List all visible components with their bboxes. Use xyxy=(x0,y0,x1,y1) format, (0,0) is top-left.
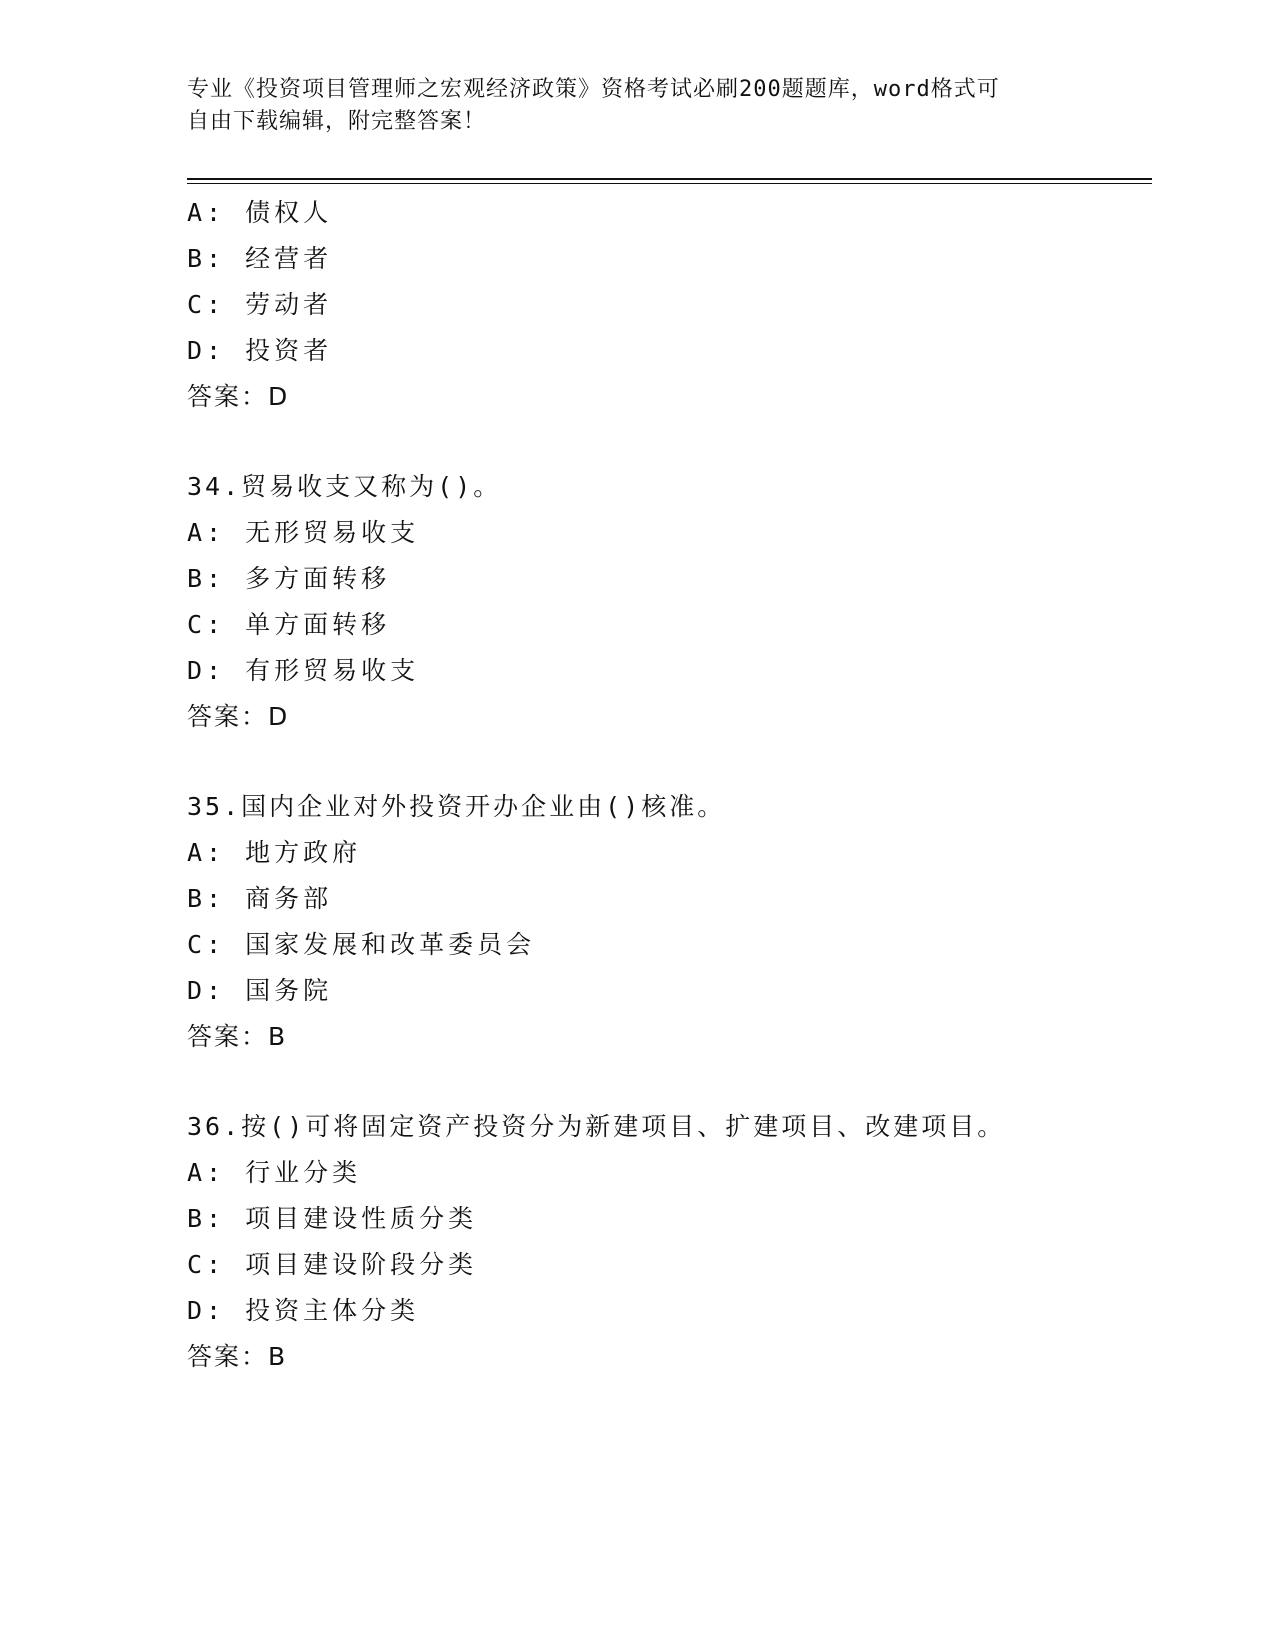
option-a xyxy=(187,830,1152,876)
option-key: C: xyxy=(187,1250,226,1279)
option-text: 项目建设性质分类 xyxy=(245,1204,478,1233)
option-text: 单方面转移 xyxy=(245,610,391,639)
option-key: D: xyxy=(187,656,226,685)
question-block xyxy=(187,464,1152,740)
option-key: A: xyxy=(187,1158,226,1187)
question-block xyxy=(187,190,1152,420)
option-text: 多方面转移 xyxy=(245,564,391,593)
question-block xyxy=(187,1104,1152,1380)
question-stem: 36.按()可将固定资产投资分为新建项目、扩建项目、改建项目。 xyxy=(187,1112,1006,1141)
option-key: C: xyxy=(187,290,226,319)
option-d xyxy=(187,1288,1152,1334)
option-text: 有形贸易收支 xyxy=(245,656,420,685)
option-text: 劳动者 xyxy=(245,290,333,319)
option-text: 项目建设阶段分类 xyxy=(245,1250,478,1279)
option-text: 地方政府 xyxy=(245,838,362,867)
header-line-1: 专业《投资项目管理师之宏观经济政策》资格考试必刷200题题库，word格式可 xyxy=(187,77,1000,102)
option-key: A: xyxy=(187,838,226,867)
option-key: B: xyxy=(187,884,226,913)
header-divider-thin xyxy=(187,183,1152,184)
header-line-2: 自由下载编辑，附完整答案！ xyxy=(187,109,487,134)
question-block xyxy=(187,784,1152,1060)
option-text: 投资者 xyxy=(245,336,333,365)
option-key: C: xyxy=(187,930,226,959)
option-c xyxy=(187,1242,1152,1288)
option-text: 行业分类 xyxy=(245,1158,362,1187)
option-key: D: xyxy=(187,336,226,365)
option-key: B: xyxy=(187,1204,226,1233)
option-a xyxy=(187,190,1152,236)
option-text: 国务院 xyxy=(245,976,333,1005)
question-list xyxy=(187,190,1152,1380)
option-c xyxy=(187,282,1152,328)
option-key: B: xyxy=(187,564,226,593)
block-spacer xyxy=(187,1060,1152,1104)
answer-line: 答案：D xyxy=(187,382,290,411)
answer-line: 答案：B xyxy=(187,1342,288,1371)
block-spacer xyxy=(187,740,1152,784)
option-a xyxy=(187,510,1152,556)
option-key: A: xyxy=(187,518,226,547)
question-stem: 35.国内企业对外投资开办企业由()核准。 xyxy=(187,792,726,821)
option-text: 投资主体分类 xyxy=(245,1296,420,1325)
option-key: D: xyxy=(187,1296,226,1325)
option-d xyxy=(187,968,1152,1014)
option-b xyxy=(187,236,1152,282)
option-text: 无形贸易收支 xyxy=(245,518,420,547)
option-key: B: xyxy=(187,244,226,273)
option-d xyxy=(187,648,1152,694)
option-text: 国家发展和改革委员会 xyxy=(245,930,536,959)
option-c xyxy=(187,602,1152,648)
option-b xyxy=(187,556,1152,602)
option-text: 商务部 xyxy=(245,884,333,913)
option-text: 经营者 xyxy=(245,244,333,273)
block-spacer xyxy=(187,420,1152,464)
option-d xyxy=(187,328,1152,374)
option-key: A: xyxy=(187,198,226,227)
answer-line: 答案：D xyxy=(187,702,290,731)
answer-line: 答案：B xyxy=(187,1022,288,1051)
question-stem: 34.贸易收支又称为()。 xyxy=(187,472,502,501)
option-b xyxy=(187,1196,1152,1242)
option-text: 债权人 xyxy=(245,198,333,227)
header-divider-thick xyxy=(187,178,1152,180)
option-a xyxy=(187,1150,1152,1196)
option-key: D: xyxy=(187,976,226,1005)
option-b xyxy=(187,876,1152,922)
option-key: C: xyxy=(187,610,226,639)
document-header xyxy=(187,74,1087,138)
option-c xyxy=(187,922,1152,968)
